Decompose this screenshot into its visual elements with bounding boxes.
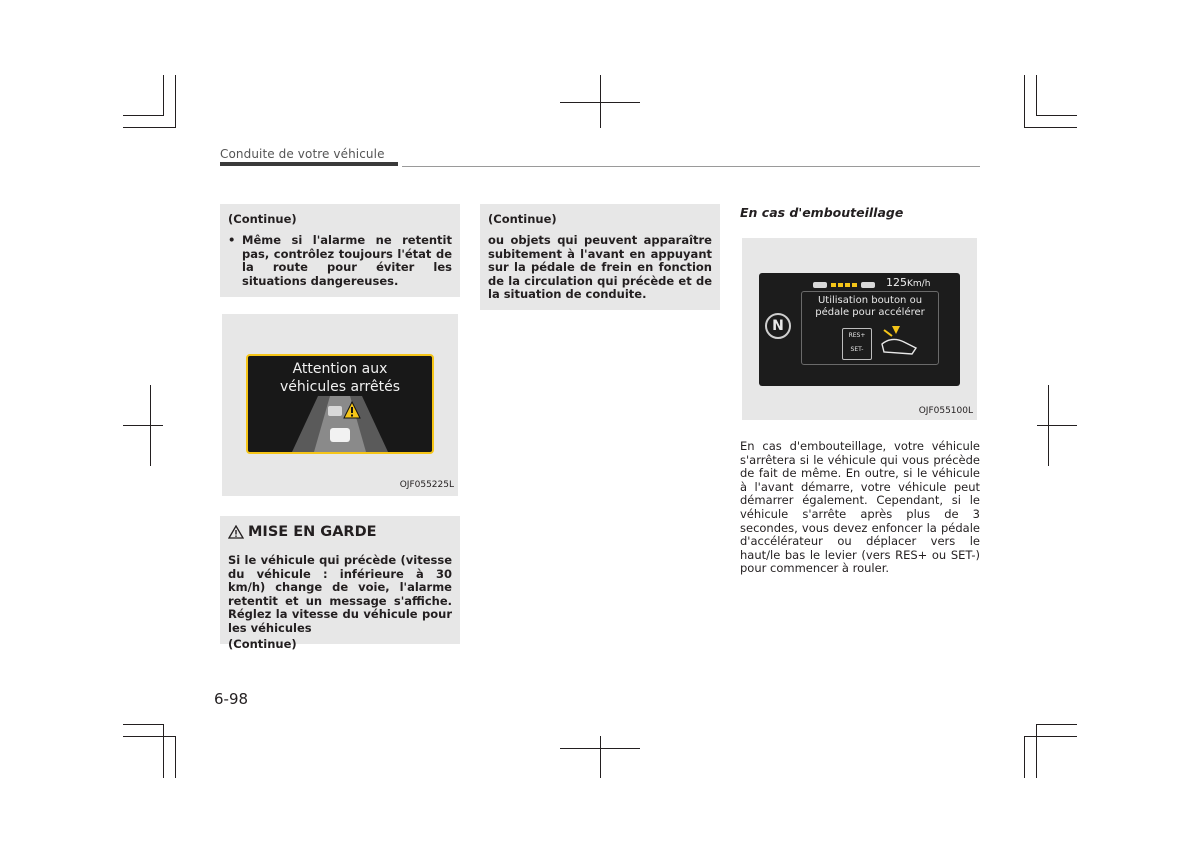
figure-traffic-jam (742, 238, 977, 420)
note-title: (Continue) (228, 212, 297, 226)
figure-attention-vehicles (222, 314, 458, 496)
bullet-point: • (228, 233, 236, 247)
message-line2: pédale pour accélérer (815, 307, 925, 318)
warning-title: MISE EN GARDE (248, 524, 377, 540)
note-bullet-text: Même si l'alarme ne retentit pas, contrôlez toujours l'état de la route pour éviter les situations dangereuses. (242, 233, 452, 288)
note-box-col1 (220, 204, 460, 297)
cluster-display (759, 273, 960, 386)
figure-code: OJF055225L (399, 480, 454, 490)
figure-code: OJF055100L (918, 406, 973, 416)
set-speed-readout (886, 276, 930, 289)
note-text: ou objets qui peuvent apparaître subitement à l'avant en appuyant sur la pédale de frein en fonction de la circulation qui précède et de la situation de conduite. (488, 233, 712, 302)
warning-display-screen (246, 354, 434, 454)
page-number: 6-98 (214, 690, 249, 708)
road-scene-icon (248, 396, 432, 452)
following-distance-icon (811, 278, 881, 290)
section-heading: En cas d'embouteillage (740, 205, 904, 220)
res-label: RES+ (848, 332, 866, 339)
speed-unit: Km/h (907, 279, 931, 289)
set-label: SET- (850, 346, 864, 353)
lever-icon (842, 328, 872, 360)
body-paragraph: En cas d'embouteillage, votre véhicule s'arrêtera si le véhicule qui vous précède de fait de même. En outre, si le véhicule à l'avant démarre, votre véhicule peut démarrer également. Cependant, si le véhicule s'arrête après plus de 3 secondes, vous devez enfoncer la pédale d'accélérateur ou déplacer vers le haut/le bas le levier (vers RES+ ou SET-) pour commencer à rouler. (740, 439, 980, 576)
header-rule-light (402, 166, 980, 167)
section-header: Conduite de votre véhicule (220, 147, 385, 161)
note-box-col2 (480, 204, 720, 310)
warning-text: Si le véhicule qui précède (vitesse du véhicule : inférieure à 30 km/h) change de voie, l'alarme retentit et un message s'affiche. Réglez la vitesse du véhicule pour les véhicules (228, 553, 452, 635)
gear-letter: N (772, 318, 784, 334)
accelerator-pedal-icon (878, 324, 920, 360)
note-title: (Continue) (488, 212, 557, 226)
display-message-line1: Attention aux (292, 361, 388, 377)
message-line1: Utilisation bouton ou (817, 295, 923, 306)
header-rule-dark (220, 162, 398, 166)
warning-box (220, 516, 460, 651)
warning-triangle-icon (228, 525, 244, 539)
message-panel (801, 291, 939, 365)
speed-value: 125 (886, 276, 907, 289)
gear-indicator (765, 313, 791, 339)
warning-continue: (Continue) (228, 636, 297, 651)
display-message-line2: véhicules arrêtés (279, 379, 401, 395)
